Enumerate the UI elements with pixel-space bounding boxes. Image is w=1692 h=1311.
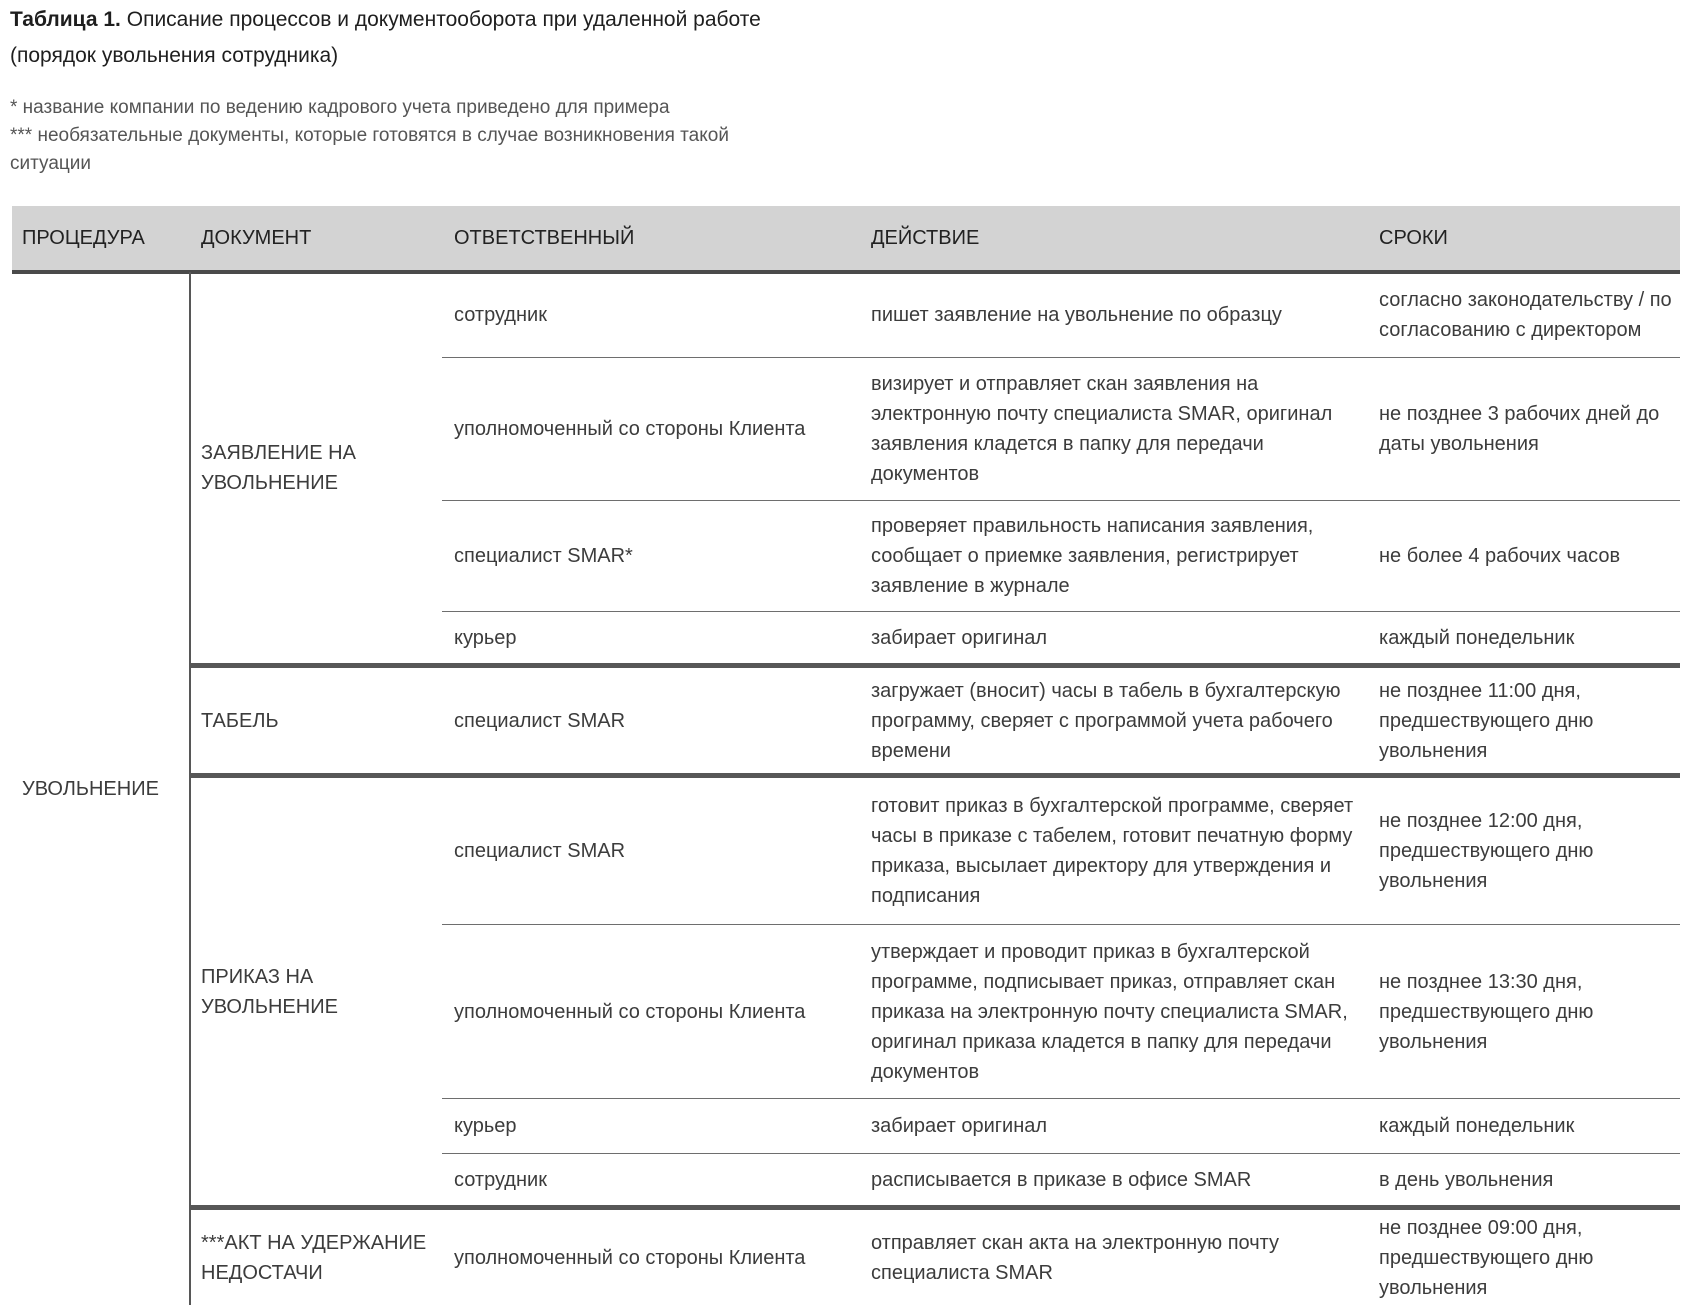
action-cell: отправляет скан акта на электронную почту специалиста SMAR [871,1231,1280,1284]
action-cell: визирует и отправляет скан заявления на электронную почту специалиста SMAR, оригинал заявления кладется в папку для передачи документов [871,373,1333,485]
action-cell: загружает (вносит) часы в табель в бухгалтерскую программу, сверяет с программой учета рабочего времени [871,679,1341,762]
action-cell: проверяет правильность написания заявления, сообщает о приемке заявления, регистрирует заявление в журнале [871,515,1314,597]
deadline-cell: не позднее 3 рабочих дней до даты увольнения [1379,403,1660,455]
header-responsible: ОТВЕТСТВЕННЫЙ [454,227,635,249]
action-cell: пишет заявление на увольнение по образцу [871,303,1282,326]
procedure-label: УВОЛЬНЕНИЕ [22,777,159,800]
table-caption-label: Таблица 1. [10,8,121,31]
deadline-cell: каждый понедельник [1379,626,1575,649]
responsible-cell: специалист SMAR* [454,545,633,567]
footnotes [10,94,790,178]
procedure-cell [22,272,182,1305]
action-cell: расписывается в приказе в офисе SMAR [871,1168,1252,1191]
document-cell [201,778,441,1205]
table-caption [10,2,790,74]
responsible-cell: сотрудник [454,1168,547,1191]
header-deadline: СРОКИ [1379,227,1448,249]
footnote: * название компании по ведению кадрового учета приведено для примера [10,97,670,118]
responsible-cell: специалист SMAR [454,840,626,862]
document-cell [201,668,441,773]
responsible-cell: уполномоченный со стороны Клиента [454,1000,806,1023]
table-caption-text: Описание процессов и документооборота при удаленной работе (порядок увольнения сотрудника) [10,8,761,67]
deadline-cell: каждый понедельник [1379,1115,1575,1137]
document-label: ТАБЕЛЬ [201,709,279,732]
action-cell: забирает оригинал [871,626,1048,649]
responsible-cell: уполномоченный со стороны Клиента [454,418,806,440]
column-divider [189,272,191,1305]
deadline-cell: не позднее 11:00 дня, предшествующего дню увольнения [1379,679,1594,762]
document-cell [201,1210,441,1305]
header-procedure: ПРОЦЕДУРА [22,227,145,249]
deadline-cell: не более 4 рабочих часов [1379,545,1621,567]
footnote: *** необязательные документы, которые готовятся в случае возникновения такой ситуации [10,125,729,174]
header-document: ДОКУМЕНТ [201,227,312,249]
document-cell [201,272,441,663]
responsible-cell: курьер [454,626,517,649]
responsible-cell: сотрудник [454,303,547,326]
deadline-cell: согласно законодательству / по согласованию с директором [1379,288,1672,341]
responsible-cell: курьер [454,1115,517,1137]
action-cell: готовит приказ в бухгалтерской программе, сверяет часы в приказе с табелем, готовит печатную форму приказа, высылает директору для утверждения и подписания [871,795,1354,907]
action-cell: забирает оригинал [871,1115,1048,1137]
table-header [12,206,1680,274]
deadline-cell: не позднее 09:00 дня, предшествующего дню увольнения [1379,1216,1594,1299]
deadline-cell: не позднее 12:00 дня, предшествующего дню увольнения [1379,810,1594,892]
responsible-cell: специалист SMAR [454,709,626,732]
document-label: ЗАЯВЛЕНИЕ НА УВОЛЬНЕНИЕ [201,441,356,494]
document-label: ***АКТ НА УДЕРЖАНИЕ НЕДОСТАЧИ [201,1231,427,1284]
deadline-cell: не позднее 13:30 дня, предшествующего дню увольнения [1379,970,1594,1053]
deadline-cell: в день увольнения [1379,1168,1554,1191]
header-action: ДЕЙСТВИЕ [871,227,980,249]
document-label: ПРИКАЗ НА УВОЛЬНЕНИЕ [201,965,338,1018]
action-cell: утверждает и проводит приказ в бухгалтерской программе, подписывает приказ, отправляет скан приказа на электронную почту специалиста SMAR, оригинал приказа кладется в папку для передачи документов [871,940,1348,1083]
responsible-cell: уполномоченный со стороны Клиента [454,1246,806,1269]
